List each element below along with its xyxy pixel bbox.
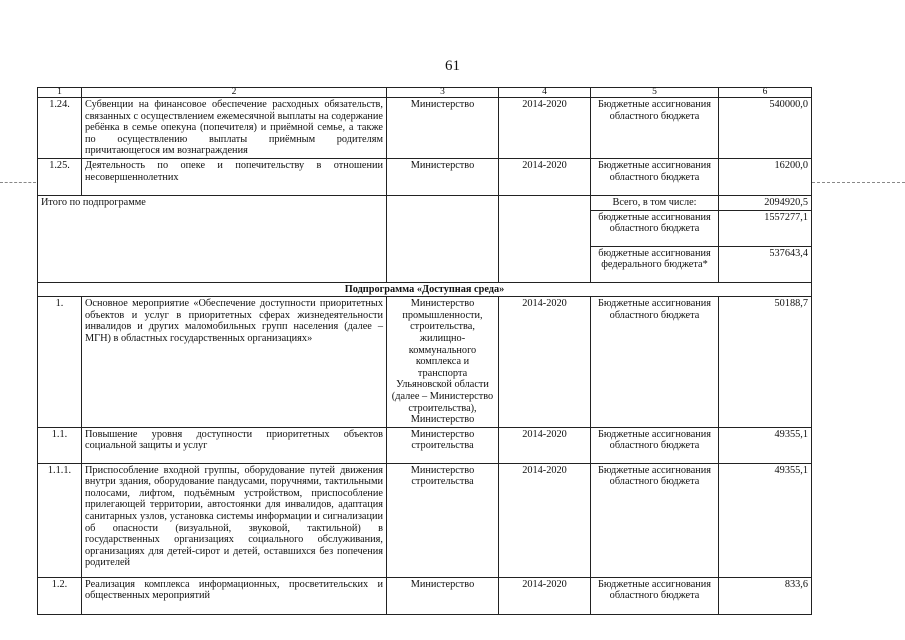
- row-executor: Министерство: [387, 98, 499, 159]
- subprogram-row: [38, 282, 812, 297]
- budget-table: [37, 87, 812, 615]
- page-number: 61: [445, 58, 460, 74]
- row-description: Субвенции на финансовое обеспечение расходных обязательств, связанных с осуществлением ежемесячной выплаты на содержание ребёнка в семье опекуна (попечителя) и приёмной семье, а также по осуществлению выплаты приёмным родителям причитающегося им вознаграждения: [82, 98, 387, 159]
- row-description: Реализация комплекса информационных, просветительских и общественных мероприятий: [82, 577, 387, 614]
- table-row: [38, 427, 812, 463]
- total-row: [38, 195, 812, 210]
- table-row: [38, 577, 812, 614]
- row-executor: Министерство строительства: [387, 463, 499, 577]
- table-header-row: [38, 88, 812, 98]
- row-number: 1.25.: [38, 158, 82, 195]
- header-col-2: 2: [82, 88, 387, 98]
- total-empty-executor: [387, 195, 499, 282]
- row-number: 1.1.1.: [38, 463, 82, 577]
- row-executor: Министерство строительства: [387, 427, 499, 463]
- row-executor: Министерство: [387, 158, 499, 195]
- total-source: бюджетные ассигнования областного бюджета: [591, 210, 719, 246]
- table-row: [38, 158, 812, 195]
- row-amount: 833,6: [719, 577, 812, 614]
- row-period: 2014-2020: [499, 577, 591, 614]
- header-col-6: 6: [719, 88, 812, 98]
- row-amount: 49355,1: [719, 463, 812, 577]
- row-period: 2014-2020: [499, 158, 591, 195]
- row-source: Бюджетные ассигнования областного бюджета: [591, 158, 719, 195]
- total-source: Всего, в том числе:: [591, 195, 719, 210]
- total-source: бюджетные ассигнования федерального бюджета*: [591, 246, 719, 282]
- row-executor: Министерство: [387, 577, 499, 614]
- row-description: Деятельность по опеке и попечительству в отношении несовершеннолетних: [82, 158, 387, 195]
- header-col-1: 1: [38, 88, 82, 98]
- row-period: 2014-2020: [499, 427, 591, 463]
- row-amount: 16200,0: [719, 158, 812, 195]
- row-number: 1.2.: [38, 577, 82, 614]
- row-period: 2014-2020: [499, 297, 591, 428]
- table-row: [38, 463, 812, 577]
- header-col-3: 3: [387, 88, 499, 98]
- row-period: 2014-2020: [499, 463, 591, 577]
- row-amount: 50188,7: [719, 297, 812, 428]
- row-source: Бюджетные ассигнования областного бюджета: [591, 297, 719, 428]
- subprogram-title: Подпрограмма «Доступная среда»: [38, 282, 812, 297]
- table-row: [38, 297, 812, 428]
- row-amount: 540000,0: [719, 98, 812, 159]
- row-source: Бюджетные ассигнования областного бюджета: [591, 427, 719, 463]
- row-description: Приспособление входной группы, оборудование путей движения внутри здания, оборудование пандусами, поручнями, тактильными полосами, лифтом, подъёмным устройством, приспособление прилегающей территории, автостоянки для инвалидов, адаптация санитарных узлов, установка системы информации и сигнализации об опасности (визуальной, звуковой, тактильной) в государственных организациях социального обслуживания, организациях для детей-сирот и детей, оставшихся без попечения родителей: [82, 463, 387, 577]
- total-empty-period: [499, 195, 591, 282]
- row-number: 1.24.: [38, 98, 82, 159]
- row-description: Основное мероприятие «Обеспечение доступности приоритетных объектов и услуг в приоритетных сферах жизнедеятельности инвалидов и других маломобильных групп населения (далее – МГН) в областных государственных организациях»: [82, 297, 387, 428]
- row-source: Бюджетные ассигнования областного бюджета: [591, 577, 719, 614]
- table-row: [38, 98, 812, 159]
- header-col-4: 4: [499, 88, 591, 98]
- row-period: 2014-2020: [499, 98, 591, 159]
- row-description: Повышение уровня доступности приоритетных объектов социальной защиты и услуг: [82, 427, 387, 463]
- row-amount: 49355,1: [719, 427, 812, 463]
- fold-line-left: [0, 182, 36, 183]
- row-source: Бюджетные ассигнования областного бюджета: [591, 98, 719, 159]
- row-number: 1.1.: [38, 427, 82, 463]
- total-amount: 537643,4: [719, 246, 812, 282]
- total-amount: 1557277,1: [719, 210, 812, 246]
- header-col-5: 5: [591, 88, 719, 98]
- total-amount: 2094920,5: [719, 195, 812, 210]
- fold-line-right: [812, 182, 905, 183]
- total-label: Итого по подпрограмме: [38, 195, 387, 282]
- row-number: 1.: [38, 297, 82, 428]
- row-executor: Министерство промышленности, строительства, жилищно-коммунального комплекса и транспорта Ульяновской области (далее – Министерство строительства), Министерство: [387, 297, 499, 428]
- row-source: Бюджетные ассигнования областного бюджета: [591, 463, 719, 577]
